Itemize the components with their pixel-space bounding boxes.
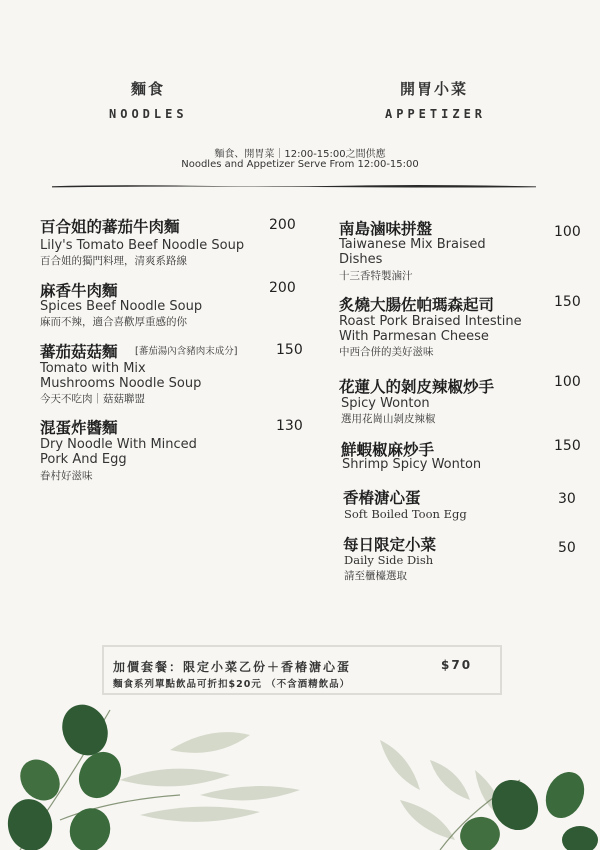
menu-item-english: Tomato with Mix xyxy=(40,361,146,376)
serving-hours-en: Noodles and Appetizer Serve From 12:00-15:00 xyxy=(181,159,419,170)
menu-item-price: 200 xyxy=(269,217,296,233)
noodles-heading-cn: 麵食 xyxy=(131,80,166,98)
menu-item-english: Soft Boiled Toon Egg xyxy=(344,507,467,521)
serving-hours-cn: 麵食、開胃菜｜12:00-15:00之間供應 xyxy=(214,149,386,160)
combo-offer-title: 加價套餐：限定小菜乙份＋香椿溏心蛋 xyxy=(113,660,352,674)
menu-item-english-line2: Mushrooms Noodle Soup xyxy=(40,376,202,391)
menu-item-price: 150 xyxy=(276,342,303,358)
menu-item-name: 麻香牛肉麵 xyxy=(40,282,118,300)
menu-item-name: 南島滷味拼盤 xyxy=(339,220,433,238)
menu-item-name: 百合姐的蕃茄牛肉麵 xyxy=(40,218,180,236)
menu-item-name: 每日限定小菜 xyxy=(343,536,437,554)
menu-item-note: 十三香特製滷汁 xyxy=(339,270,413,282)
appetizer-heading-en: APPETIZER xyxy=(385,107,487,121)
menu-item-price: 150 xyxy=(554,294,581,310)
menu-item-note: 百合姐的獨門料理，清爽系路線 xyxy=(40,255,187,267)
menu-item-english: Daily Side Dish xyxy=(344,553,434,567)
menu-item-price: 100 xyxy=(554,224,581,240)
menu-item-note: 選用花崗山剝皮辣椒 xyxy=(341,413,436,425)
menu-item-price: 100 xyxy=(554,374,581,390)
brush-divider xyxy=(52,184,536,188)
menu-item-name: 花蓮人的剝皮辣椒炒手 xyxy=(339,378,495,396)
menu-item-tag: [蕃茄湯內含豬肉末成分] xyxy=(135,346,238,357)
menu-item-english-line2: Pork And Egg xyxy=(40,452,127,467)
menu-item-name: 香椿溏心蛋 xyxy=(343,489,421,507)
menu-item-name: 蕃茄菇菇麵 xyxy=(40,343,118,361)
menu-item-price: 150 xyxy=(554,438,581,454)
menu-item-note: 請至櫃檯選取 xyxy=(344,570,407,582)
menu-item-english-line2: Dishes xyxy=(339,252,383,267)
menu-item-english: Taiwanese Mix Braised xyxy=(339,237,486,252)
menu-item-price: 130 xyxy=(276,418,303,434)
menu-item-english: Lily's Tomato Beef Noodle Soup xyxy=(40,238,245,253)
menu-item-price: 30 xyxy=(558,491,576,507)
appetizer-heading-cn: 開胃小菜 xyxy=(400,80,469,98)
menu-item-note: 眷村好滋味 xyxy=(40,470,93,482)
menu-item-english: Spicy Wonton xyxy=(341,396,430,411)
menu-item-note: 今天不吃肉｜菇菇聯盟 xyxy=(40,393,145,405)
menu-item-price: 50 xyxy=(558,540,576,556)
menu-item-english: Spices Beef Noodle Soup xyxy=(40,299,203,314)
menu-item-english: Shrimp Spicy Wonton xyxy=(342,457,482,472)
menu-item-price: 200 xyxy=(269,280,296,296)
menu-item-english: Roast Pork Braised Intestine xyxy=(339,314,522,329)
menu-item-english-line2: With Parmesan Cheese xyxy=(339,329,489,344)
noodles-heading-en: NOODLES xyxy=(109,107,188,121)
menu-item-english: Dry Noodle With Minced xyxy=(40,437,197,452)
combo-offer-drink-discount: 麵食系列單點飲品可折扣$20元 （不含酒精飲品） xyxy=(113,679,351,690)
menu-item-note: 麻而不辣，適合喜歡厚重感的你 xyxy=(40,316,187,328)
menu-item-name: 鮮蝦椒麻炒手 xyxy=(341,441,435,459)
leaf-decoration xyxy=(0,700,600,850)
menu-item-name: 混蛋炸醬麵 xyxy=(40,419,118,437)
combo-offer-price: $70 xyxy=(441,658,473,672)
menu-item-note: 中西合併的美好滋味 xyxy=(339,346,434,358)
menu-item-name: 炙燒大腸佐帕瑪森起司 xyxy=(339,296,495,314)
